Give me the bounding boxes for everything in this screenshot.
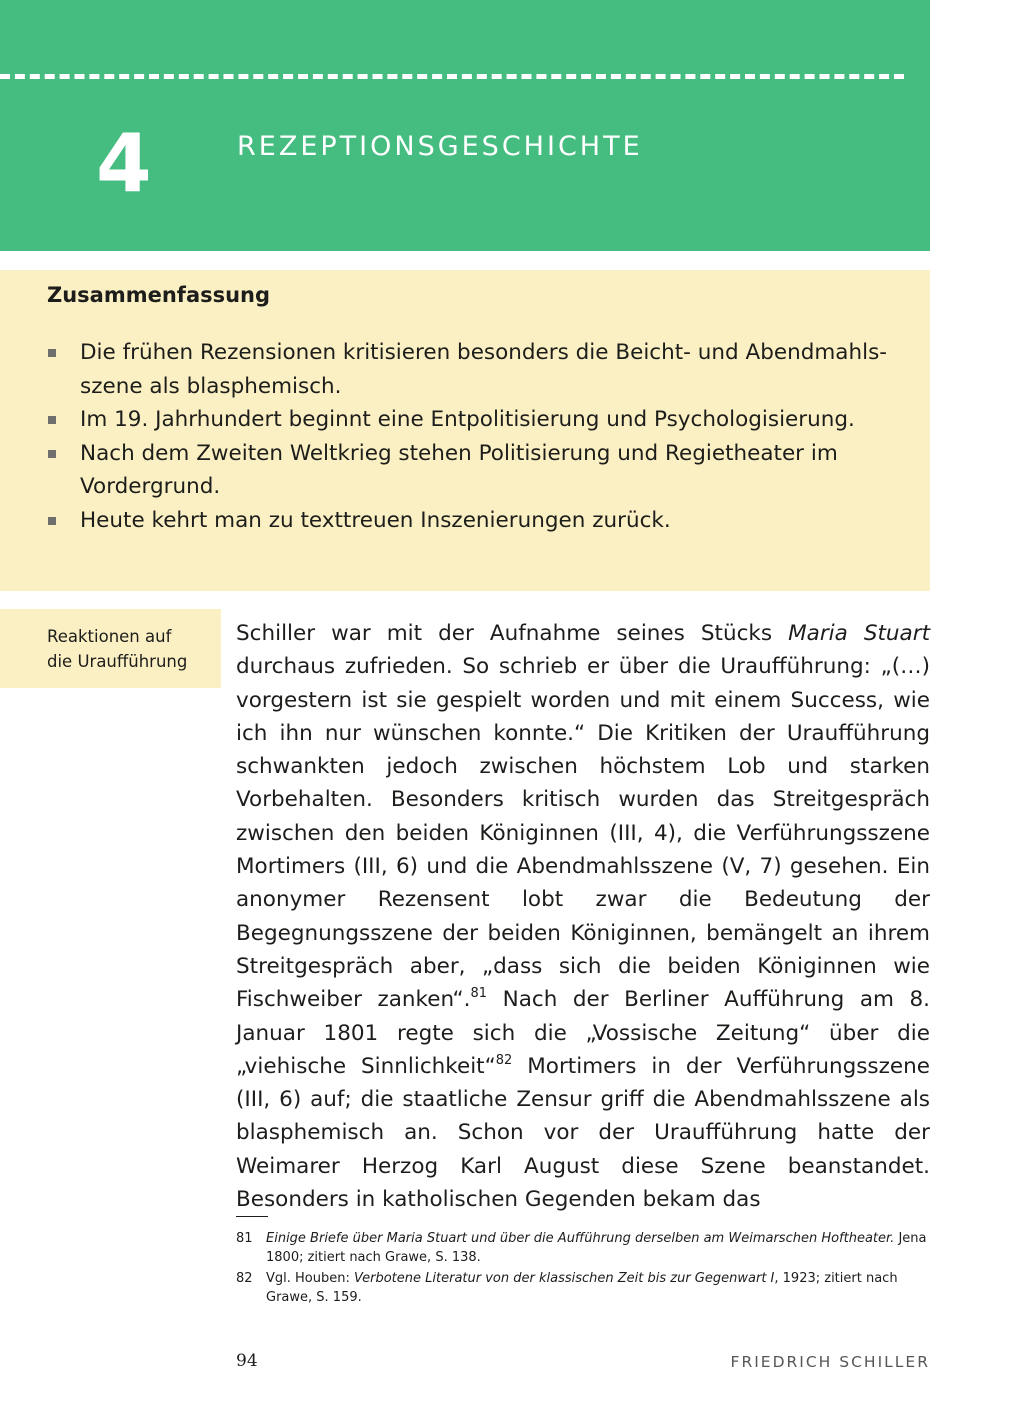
body-text-segment: Schiller war mit der Aufnahme seines Stücks — [236, 621, 789, 646]
running-title: FRIEDRICH SCHILLER — [730, 1353, 930, 1371]
footnote-number: 82 — [236, 1271, 253, 1286]
square-bullet-icon — [48, 349, 56, 357]
body-text-segment: Nach der Berliner Aufführung am 8. Januar 1801 regte sich die „Vossische Zeitung“ über die „viehische Sinnlichkeit“ — [236, 987, 931, 1079]
footnote-text: Jena 1800; zitiert nach Grawe, S. 138. — [266, 1231, 927, 1265]
summary-item — [48, 336, 918, 403]
body-text-segment: Mortimers in der Verführungsszene (III, 6) auf; die staatliche Zensur griff die Abendmahlsszene als blasphemisch an. Schon vor der Uraufführung hatte der Weimarer Herzog Karl August diese Szene beanstandet. Besonders in katholischen Gegenden bekam das — [236, 1053, 930, 1213]
summary-item — [48, 403, 918, 437]
chapter-header — [0, 0, 930, 251]
page-number: 94 — [236, 1351, 258, 1371]
body-text-segment: durchaus zufrieden. So schrieb er über die Uraufführung: „(…) vorgestern ist sie gespielt worden und mit einem Success, wie ich ihn nur wünschen konnte.“ Die Kritiken der Uraufführung schwankten jedoch zwischen höchstem Lob und starken Vorbehalten. Besonders kritisch wurden das Streitgespräch zwischen den beiden Königinnen (III, 4), die Verführungsszene Mortimers (III, 6) und die Abendmahlsszene (V, 7) gesehen. Ein anonymer Rezensent lobt zwar die Bedeutung der Begegnungsszene der beiden Königinnen, bemängelt an ihrem Streitgespräch aber, „dass sich die beiden Königinnen wie Fischweiber zanken“. — [236, 654, 930, 1013]
summary-item-text: Nach dem Zweiten Weltkrieg stehen Politisierung und Regietheater im Vordergrund. — [80, 440, 838, 499]
chapter-number: 4 — [96, 117, 152, 210]
summary-heading: Zusammenfassung — [47, 283, 271, 307]
margin-note — [47, 624, 217, 674]
summary-item-text: Im 19. Jahrhundert beginnt eine Entpolitisierung und Psychologisierung. — [80, 407, 855, 432]
square-bullet-icon — [48, 517, 56, 525]
footnote-title: Verbotene Literatur von der klassischen Zeit bis zur Gegenwart I — [354, 1271, 775, 1286]
footnote-text: Vgl. Houben: — [266, 1271, 354, 1286]
summary-list — [48, 336, 918, 537]
footnote — [236, 1229, 936, 1267]
summary-item — [48, 437, 918, 504]
footnote-title: Einige Briefe über Maria Stuart und über die Aufführung derselben am Weimarschen Hoftheater. — [266, 1231, 895, 1246]
footnote-reference[interactable]: 82 — [495, 1052, 513, 1068]
margin-note-line: Reaktionen auf — [47, 627, 172, 646]
footnote — [236, 1269, 936, 1307]
footnote-text: , 1923; zitiert nach Grawe, S. 159. — [266, 1271, 898, 1305]
square-bullet-icon — [48, 416, 56, 424]
footnote-rule — [236, 1216, 268, 1217]
square-bullet-icon — [48, 450, 56, 458]
footnotes — [236, 1229, 936, 1309]
summary-item-text: Die frühen Rezensionen kritisieren besonders die Beicht- und Abendmahlsszene als blasphemisch. — [80, 340, 888, 399]
body-paragraph — [236, 617, 930, 1216]
footnote-number: 81 — [236, 1231, 253, 1246]
footnote-reference[interactable]: 81 — [470, 986, 488, 1002]
dashed-divider — [0, 74, 904, 79]
margin-note-line: die Uraufführung — [47, 652, 188, 671]
summary-item — [48, 504, 918, 538]
summary-item-text: Heute kehrt man zu texttreuen Inszenierungen zurück. — [80, 507, 671, 533]
work-title: Maria Stuart — [788, 621, 931, 646]
chapter-title: REZEPTIONSGESCHICHTE — [237, 131, 643, 162]
